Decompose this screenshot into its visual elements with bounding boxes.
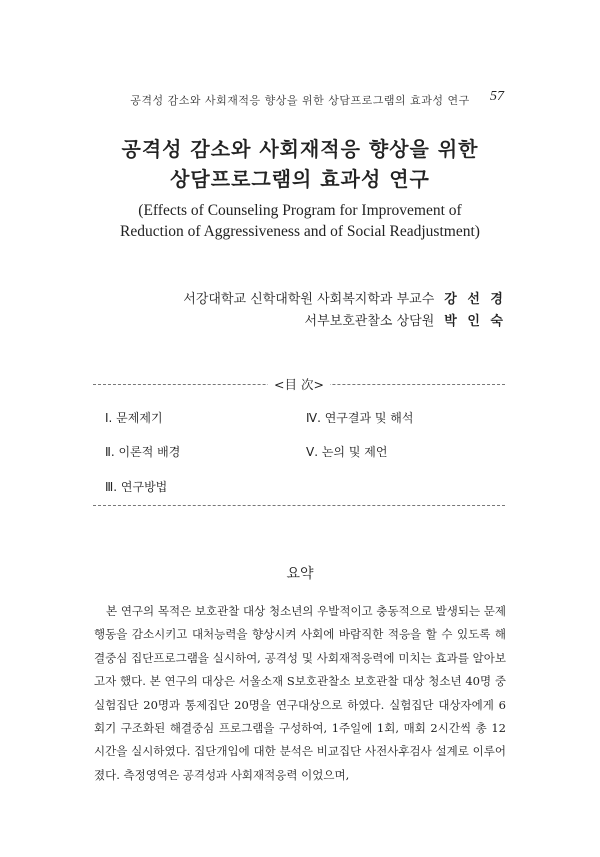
- toc-item: Ⅱ. 이론적 배경: [105, 445, 181, 459]
- korean-title-line-2: 상담프로그램의 효과성 연구: [170, 167, 430, 191]
- author-line: [183, 289, 506, 311]
- toc-heading-text: <目 次>: [268, 377, 330, 392]
- toc-heading: [93, 375, 505, 393]
- running-header: 공격성 감소와 사회재적응 향상을 위한 상담프로그램의 효과성 연구: [130, 94, 470, 107]
- toc-item: Ⅲ. 연구방법: [105, 480, 168, 494]
- author-name: 박 인 숙: [444, 314, 506, 329]
- author-block: [183, 289, 506, 333]
- page-number: 57: [490, 89, 504, 104]
- toc-item: Ⅰ. 문제제기: [105, 411, 163, 425]
- english-title-line-2: Reduction of Aggressiveness and of Social Readjustment): [120, 223, 480, 240]
- korean-title: [0, 134, 600, 194]
- toc-item: Ⅳ. 연구결과 및 해석: [306, 411, 414, 425]
- author-name: 강 선 경: [444, 292, 506, 307]
- english-title: [0, 200, 600, 242]
- author-affiliation: 서부보호관찰소 상담원: [304, 314, 435, 329]
- author-line: [183, 311, 506, 333]
- author-affiliation: 서강대학교 신학대학원 사회복지학과 부교수: [183, 292, 435, 307]
- korean-title-line-1: 공격성 감소와 사회재적응 향상을 위한: [121, 137, 479, 161]
- english-title-line-1: (Effects of Counseling Program for Improvement of: [138, 202, 462, 219]
- abstract-heading: 요약: [286, 566, 314, 582]
- toc-item: Ⅴ. 논의 및 제언: [306, 445, 388, 459]
- table-of-contents: [93, 377, 505, 506]
- abstract-text: 본 연구의 목적은 보호관찰 대상 청소년의 우발적이고 충동적으로 발생되는 문제행동을 감소시키고 대처능력을 향상시켜 사회에 바람직한 적응을 할 수 있도록 해결중심 집단프로그램을 실시하여, 공격성 및 사회재적응력에 미치는 효과를 알아보고자 했다. 본 연구의 대상은 서울소재 S보호관찰소 보호관찰 대상 청소년 40명 중 실험집단 20명과 통제집단 20명을 연구대상으로 하였다. 실험집단 대상자에게 6회기 구조화된 해결중심 프로그램을 구성하여, 1주일에 1회, 매회 2시간씩 총 12시간을 실시하였다. 집단개입에 대한 분석은 비교집단 사전사후검사 설계로 이루어졌다. 측정영역은 공격성과 사회재적응력 이었으며,: [94, 604, 506, 782]
